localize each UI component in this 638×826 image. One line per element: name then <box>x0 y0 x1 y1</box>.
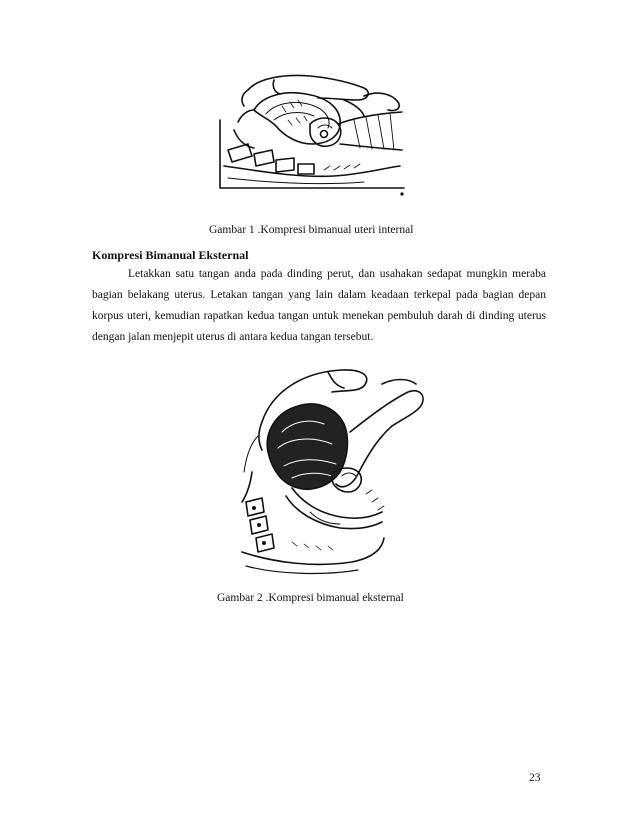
body-paragraph: Letakkan satu tangan anda pada dinding perut, dan usahakan sedapat mungkin meraba bagian belakang uterus. Letakan tangan yang lain dalam keadaan terkepal pada bagian depan korpus uteri, kemudian rapatkan kedua tangan untuk menekan pembuluh darah di dinding uterus dengan jalan menjepit uterus di antara kedua tangan tersebut. <box>92 268 546 343</box>
page-number: 23 <box>529 772 541 784</box>
figure1-caption: Gambar 1 .Kompresi bimanual uteri internal <box>209 224 414 236</box>
figure-internal-compression-illustration <box>214 70 410 196</box>
section-heading: Kompresi Bimanual Eksternal <box>92 248 249 262</box>
figure-external-compression-illustration <box>232 362 432 582</box>
figure2-caption: Gambar 2 .Kompresi bimanual eksternal <box>217 592 404 604</box>
